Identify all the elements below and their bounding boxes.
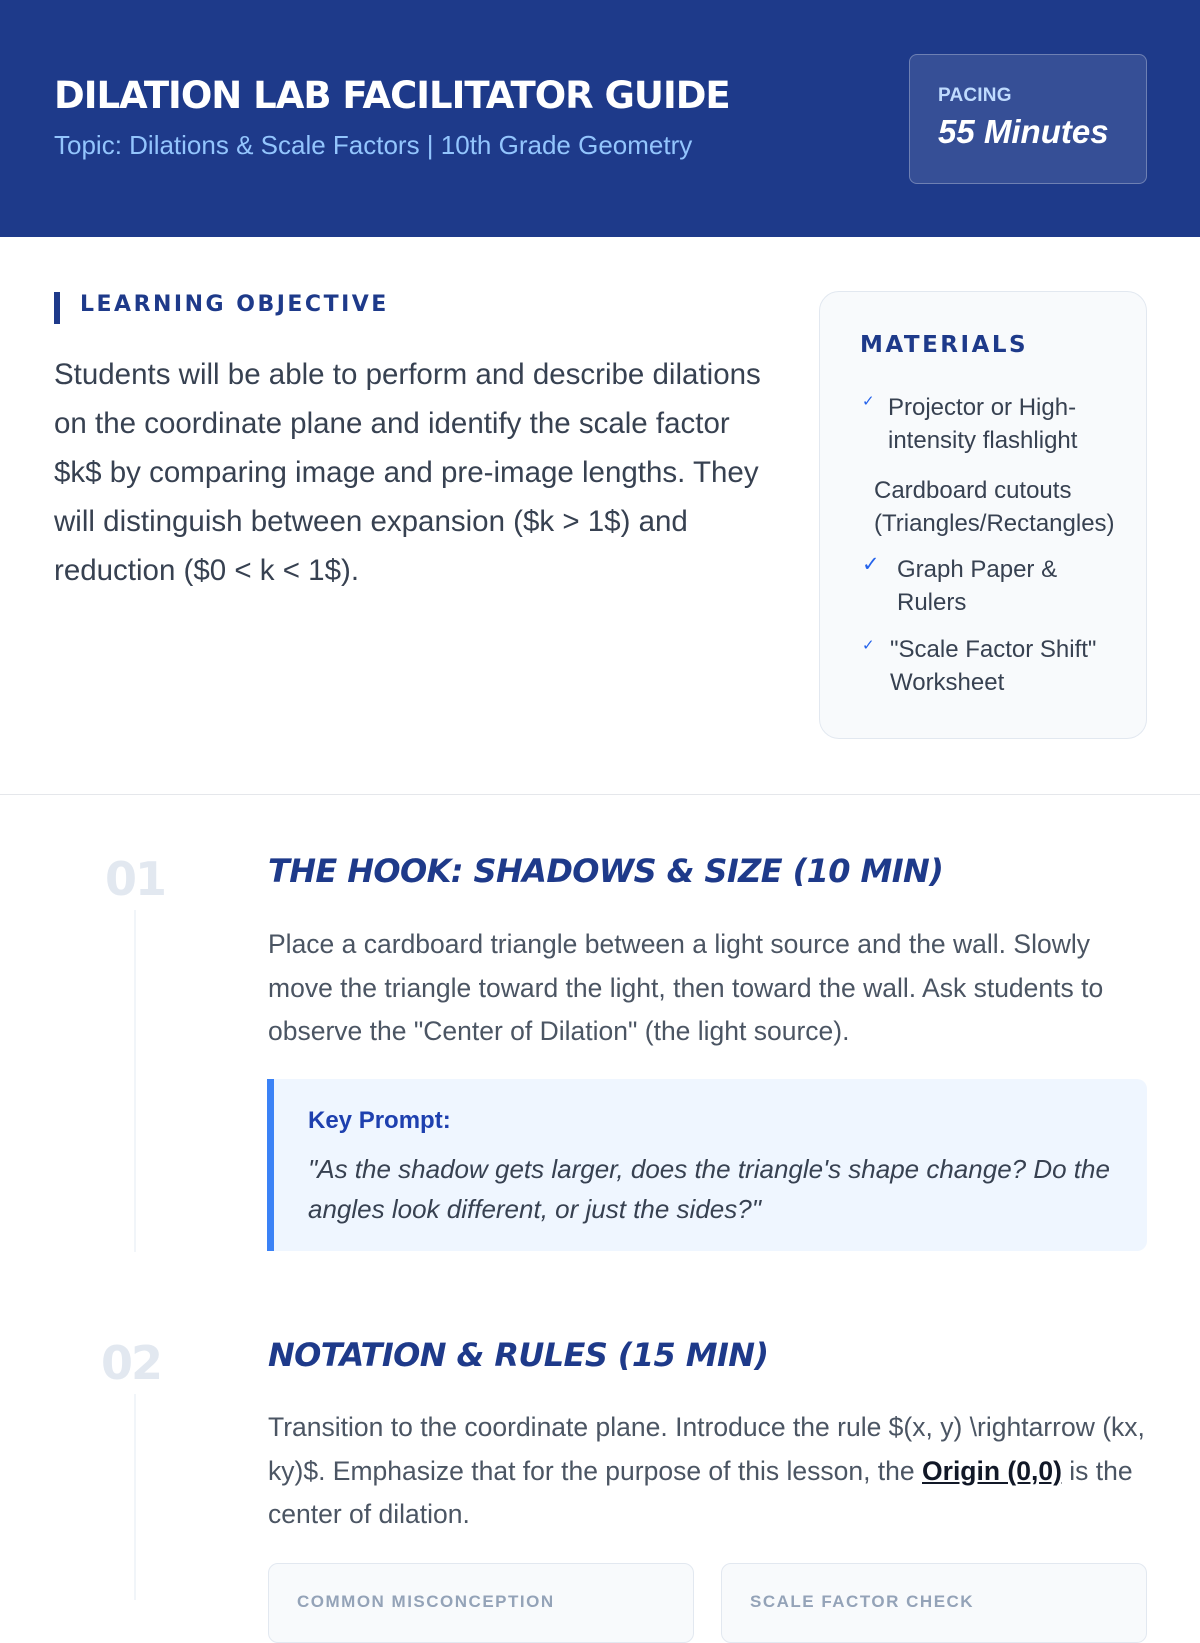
step-text-intro: Transition to the coordinate plane. Introduce the rule $(x, y) \rightarrow (kx, ky)$. Emphasize that for the purpose of this lesson, the [268,1412,1145,1486]
section-divider [0,794,1200,795]
pacing-value: 55 Minutes [938,113,1109,150]
origin-emphasis: Origin (0,0) [922,1455,1062,1486]
material-item: "Scale Factor Shift" Worksheet [890,636,1097,696]
materials-heading: MATERIALS [860,332,1029,358]
step-timeline-line [134,1394,136,1600]
step-title: THE HOOK: SHADOWS & SIZE (10 MIN) [268,852,944,890]
step-text [268,1406,1148,1537]
step-timeline-line [134,910,136,1252]
key-prompt-callout [267,1079,1147,1251]
misconception-card [268,1563,694,1643]
document-title: DILATION LAB FACILITATOR GUIDE [54,74,730,117]
key-prompt-label: Key Prompt: [308,1107,451,1134]
step-number: 02 [101,1336,162,1390]
step-title: NOTATION & RULES (15 MIN) [268,1336,769,1374]
material-item: Projector or High-intensity flashlight [888,394,1078,454]
pacing-badge [909,54,1147,184]
objective-text: Students will be able to perform and describe dilations on the coordinate plane and identify the scale factor $k$ by comparing image and pre-image lengths. They will distinguish between expansion ($k > 1$) and reduction ($0 < k < 1$). [54,358,761,587]
document-subtitle: Topic: Dilations & Scale Factors | 10th Grade Geometry [54,130,693,160]
page-header [0,0,1200,237]
key-prompt-quote: "As the shadow gets larger, does the triangle's shape change? Do the angles look different, or just the sides?" [308,1154,1110,1224]
check-icon: ✓ [862,637,875,654]
step-text-outro: is the center of dilation. [268,1455,1133,1529]
step-text: Place a cardboard triangle between a light source and the wall. Slowly move the triangle toward the light, then toward the wall. Ask students to observe the "Center of Dilation" (the light source). [268,929,1104,1046]
objective-accent-bar [54,292,60,324]
check-icon: ✓ [862,553,880,576]
check-icon: ✓ [862,393,875,410]
scale-factor-check-card [721,1563,1147,1643]
step-number: 01 [105,852,166,906]
objective-heading: LEARNING OBJECTIVE [80,292,389,317]
material-item: Graph Paper & Rulers [897,556,1058,616]
material-item: Cardboard cutouts (Triangles/Rectangles) [874,477,1115,537]
materials-panel [819,291,1147,739]
pacing-label: PACING [938,85,1012,106]
card-label: COMMON MISCONCEPTION [297,1592,555,1611]
card-label: SCALE FACTOR CHECK [750,1592,975,1611]
